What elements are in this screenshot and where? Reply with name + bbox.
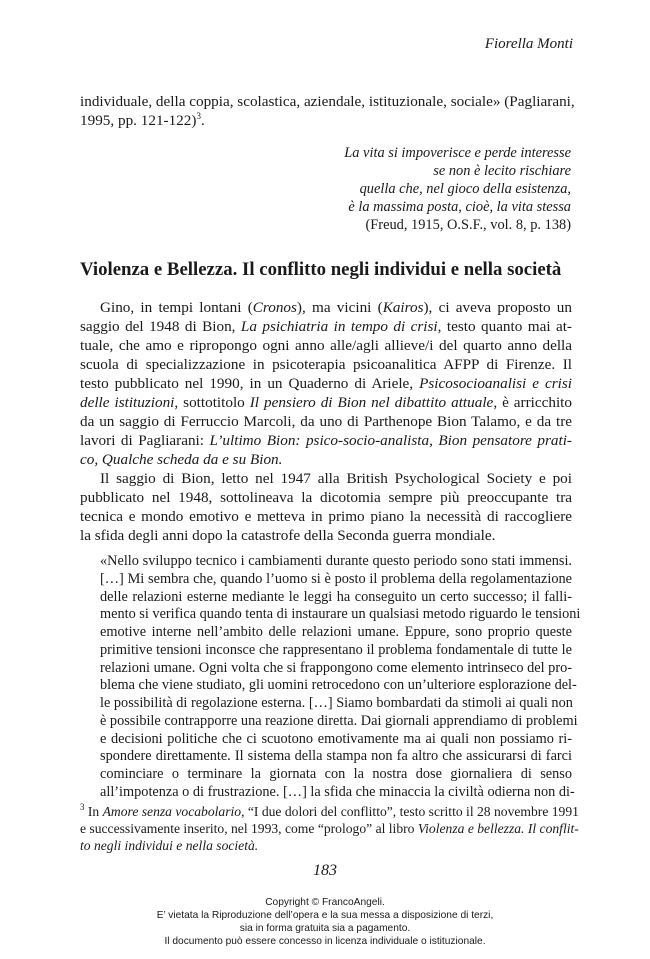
block-quote-line: spondere direttamente. Il sistema della stampa non fa altro che assicurarsi di farci [100,748,572,764]
copyright-line: Copyright © FrancoAngeli. [265,897,385,908]
block-quote-line: è possibile contrapporre una reazione diretta. Dai giornali apprendiamo di problemi [100,713,578,729]
footnote-line: to negli individui e nella società. [80,838,259,853]
copyright-line: sia in forma gratuita sia a pagamento. [239,923,411,934]
block-quote-line: primitive tensioni inconsce che rappresentano il problema fondamentale di tutte le [100,642,572,658]
block-quote-line: delle relazioni esterne mediante le leggi ha conseguito un certo successo; il falli- [100,589,572,605]
paragraph-2-line: la sfida degli anni dopo la catastrofe della Seconda guerra mondiale. [80,527,496,544]
copyright-line: E’ vietata la Riproduzione dell’opera e la sua messa a disposizione di terzi, [156,910,494,921]
epigraph-source: (Freud, 1915, O.S.F., vol. 8, p. 138) [365,217,571,233]
running-header-author: Fiorella Monti [484,36,573,52]
block-quote-line: […] Mi sembra che, quando l’uomo si è posto il problema della regolamentazione [100,571,572,587]
epigraph-line-2: se non è lecito rischiare [433,163,571,179]
footnote-ref-3[interactable]: 3 [196,111,201,121]
opening-line-2: 1995, pp. 121-122)$^3$. [80,111,205,129]
block-quote-line: mento si verifica quando tenta di instaurare un qualsiasi metodo riguardo le tensioni [100,606,581,622]
paragraph-2-line: pubblicato nel 1948, sottolineava la dicotomia sempre più preoccupante tra [80,489,572,506]
copyright-line: Il documento può essere concesso in licenza individuale o istituzionale. [164,936,486,947]
block-quote-line: le possibilità di regolazione esterna. […] Siamo bombardati da stimoli ai quali non [100,695,573,711]
paragraph-1-line: scuola di specializzazione in psicoterapia psicoanalitica AFPP di Firenze. Il [80,356,572,373]
epigraph-line-1: La vita si impoverisce e perde interesse [344,145,571,161]
block-quote-line: e decisioni politiche che ci scuotono emotivamente ma ai quali non possiamo ri- [100,731,572,747]
block-quote-line: «Nello sviluppo tecnico i cambiamenti durante questo periodo sono stati immensi. [100,553,572,569]
footnote-line: e successivamente inserito, nel 1993, come “prologo” al libro Violenza e bellezza. Il conflit- [80,821,579,836]
footnote-line: $^3$ In Amore senza vocabolario, “I due dolori del conflitto”, testo scritto il 28 novembre 1991 [80,802,579,819]
paragraph-1-line: tuale, che amo e ripropongo ogni anno alle/agli allieve/i del quarto anno della [80,337,572,354]
epigraph-line-4: è la massima posta, cioè, la vita stessa [348,199,571,215]
paragraph-1-line: Gino, in tempi lontani (Cronos), ma vicini (Kairos), ci aveva proposto un [100,299,572,316]
section-heading: Violenza e Bellezza. Il conflitto negli individui e nella società [80,259,562,280]
block-quote-line: emotive interne nell’ambito delle relazioni umane. Eppure, sono proprio queste [100,624,572,640]
opening-line-1: individuale, della coppia, scolastica, aziendale, istituzionale, sociale» (Pagliarani, [80,93,575,110]
block-quote-line: relazioni umane. Ogni volta che si frappongono come elemento intrinseco del pro- [100,660,572,676]
paragraph-1-line: da un saggio di Ferruccio Marcoli, da uno di Parthenope Bion Talamo, e da tre [80,413,572,430]
block-quote-line: cominciare o terminare la giornata con la nostra dose giornaliera di senso [100,766,572,782]
block-quote-line: blema che viene studiato, gli uomini retrocedono con un’ulteriore esplorazione del- [100,677,577,693]
paragraph-1-line: testo pubblicato nel 1990, in un Quaderno di Ariele, Psicosocioanalisi e crisi [80,375,572,392]
paragraph-1-line: lavori di Pagliarani: L’ultimo Bion: psico-socio-analista, Bion pensatore prati- [80,432,572,449]
epigraph-line-3: quella che, nel gioco della esistenza, [359,181,571,197]
paragraph-1-line: saggio del 1948 di Bion, La psichiatria in tempo di crisi, testo quanto mai at- [80,318,572,335]
paragraph-1-line: delle istituzioni, sottotitolo Il pensiero di Bion nel dibattito attuale, è arricchito [80,394,572,411]
block-quote-line: all’impotenza o di frustrazione. […] la sfida che minaccia la civiltà odierna non di- [100,784,575,800]
paragraph-2-line: Il saggio di Bion, letto nel 1947 alla British Psychological Society e poi [100,470,572,487]
page-number: 183 [313,862,337,879]
paragraph-1-line: co, Qualche scheda da e su Bion. [80,451,283,468]
paragraph-2-line: tecnica e mondo emotivo e metteva in primo piano la necessità di raccogliere [80,508,572,525]
